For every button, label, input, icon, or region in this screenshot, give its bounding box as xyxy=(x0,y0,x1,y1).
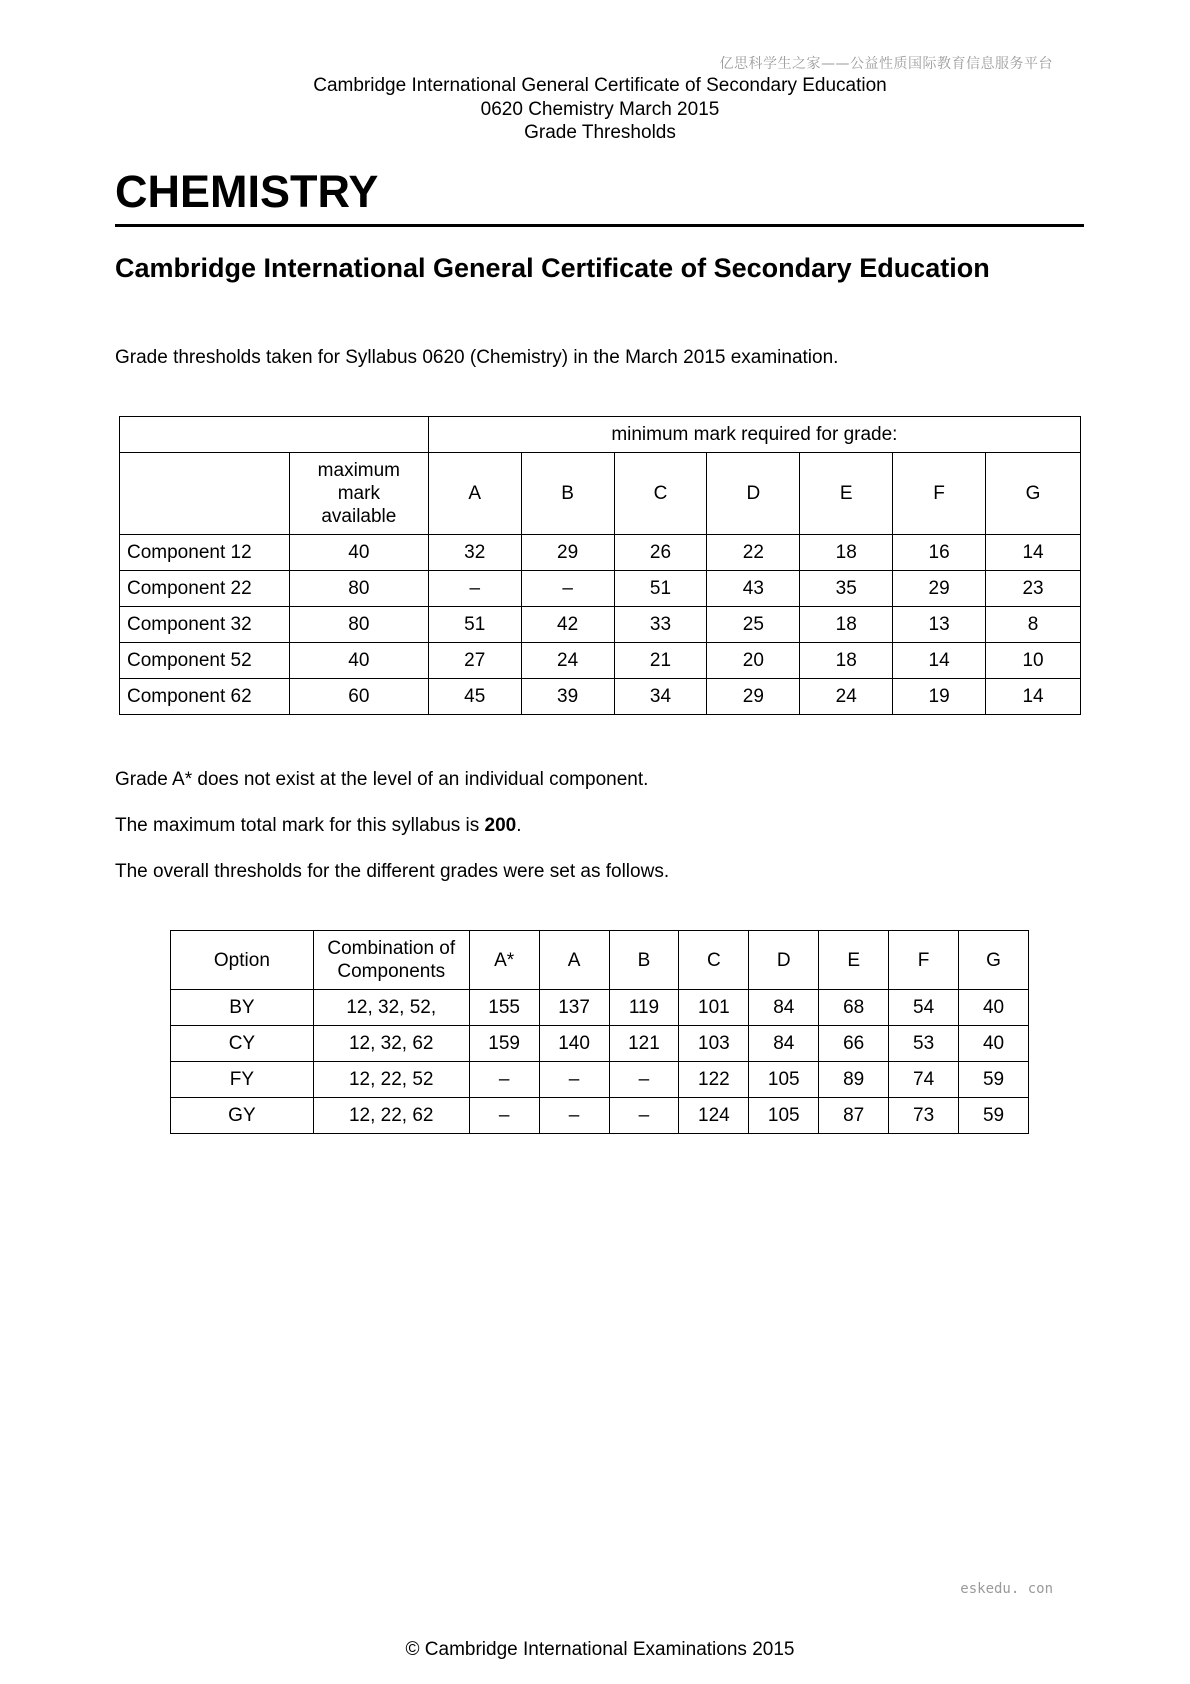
note-text: . xyxy=(516,815,522,836)
value-cell: 24 xyxy=(800,679,893,715)
note-overall: The overall thresholds for the different grades were set as follows. xyxy=(115,861,670,882)
component-name-cell: Component 32 xyxy=(120,607,290,643)
max-mark-cell: 80 xyxy=(289,607,428,643)
value-cell: 84 xyxy=(749,1026,819,1062)
header-text: mark xyxy=(337,483,380,504)
value-cell: 18 xyxy=(800,643,893,679)
table-row xyxy=(120,679,1081,715)
value-cell: 18 xyxy=(800,607,893,643)
table-row xyxy=(171,990,1029,1026)
value-cell: 29 xyxy=(707,679,800,715)
value-cell: 68 xyxy=(819,990,889,1026)
grade-header: A* xyxy=(469,931,539,990)
value-cell: 122 xyxy=(679,1062,749,1098)
value-cell: 87 xyxy=(819,1098,889,1134)
value-cell: 89 xyxy=(819,1062,889,1098)
grade-header: B xyxy=(609,931,679,990)
table-header-row xyxy=(171,931,1029,990)
grade-header: B xyxy=(521,453,614,535)
combination-cell: 12, 32, 52, xyxy=(313,990,469,1026)
table-header-row xyxy=(120,417,1081,453)
table-row xyxy=(120,571,1081,607)
combination-cell: 12, 22, 62 xyxy=(313,1098,469,1134)
value-cell: 24 xyxy=(521,643,614,679)
table-row xyxy=(171,1062,1029,1098)
value-cell: 14 xyxy=(893,643,986,679)
value-cell: 14 xyxy=(986,535,1081,571)
table-row xyxy=(120,643,1081,679)
value-cell: 59 xyxy=(959,1062,1029,1098)
value-cell: 14 xyxy=(986,679,1081,715)
value-cell: – xyxy=(539,1062,609,1098)
grade-header: G xyxy=(959,931,1029,990)
grade-header: F xyxy=(893,453,986,535)
watermark-bottom: eskedu. con xyxy=(960,1581,1053,1597)
value-cell: 18 xyxy=(800,535,893,571)
page-footer: © Cambridge International Examinations 2015 xyxy=(405,1639,795,1660)
value-cell: 124 xyxy=(679,1098,749,1134)
value-cell: 140 xyxy=(539,1026,609,1062)
component-name-cell: Component 52 xyxy=(120,643,290,679)
note-text: The maximum total mark for this syllabus is xyxy=(115,815,485,836)
value-cell: 45 xyxy=(428,679,521,715)
grade-header: A xyxy=(428,453,521,535)
combination-cell: 12, 22, 52 xyxy=(313,1062,469,1098)
grade-header: D xyxy=(749,931,819,990)
option-cell: FY xyxy=(171,1062,314,1098)
grade-header: G xyxy=(986,453,1081,535)
value-cell: 29 xyxy=(521,535,614,571)
table-header-row xyxy=(120,453,1081,535)
grade-header: C xyxy=(614,453,707,535)
max-mark-header xyxy=(289,453,428,535)
value-cell: 40 xyxy=(959,1026,1029,1062)
option-thresholds-table xyxy=(170,930,1029,1134)
max-mark-cell: 80 xyxy=(289,571,428,607)
max-mark-cell: 40 xyxy=(289,643,428,679)
table-row xyxy=(171,1026,1029,1062)
value-cell: 119 xyxy=(609,990,679,1026)
value-cell: – xyxy=(539,1098,609,1134)
value-cell: 103 xyxy=(679,1026,749,1062)
component-thresholds-table xyxy=(119,416,1081,715)
grade-header: F xyxy=(889,931,959,990)
value-cell: – xyxy=(609,1062,679,1098)
header-text: maximum xyxy=(317,460,401,481)
value-cell: – xyxy=(521,571,614,607)
value-cell: 13 xyxy=(893,607,986,643)
header-text: Components xyxy=(337,961,446,982)
value-cell: 10 xyxy=(986,643,1081,679)
combination-cell: 12, 32, 62 xyxy=(313,1026,469,1062)
value-cell: 84 xyxy=(749,990,819,1026)
value-cell: 29 xyxy=(893,571,986,607)
grade-header: A xyxy=(539,931,609,990)
value-cell: 42 xyxy=(521,607,614,643)
value-cell: 35 xyxy=(800,571,893,607)
value-cell: 20 xyxy=(707,643,800,679)
grade-header: C xyxy=(679,931,749,990)
value-cell: – xyxy=(609,1098,679,1134)
intro-text: Grade thresholds taken for Syllabus 0620 (Chemistry) in the March 2015 examination. xyxy=(115,347,839,368)
table-row xyxy=(120,535,1081,571)
value-cell: 43 xyxy=(707,571,800,607)
empty-header-cell xyxy=(120,417,429,453)
page-header xyxy=(0,74,1190,145)
component-name-cell: Component 12 xyxy=(120,535,290,571)
value-cell: 155 xyxy=(469,990,539,1026)
option-cell: BY xyxy=(171,990,314,1026)
max-total-value: 200 xyxy=(484,815,517,836)
title-divider xyxy=(115,224,1084,227)
note-a-star: Grade A* does not exist at the level of an individual component. xyxy=(115,769,649,790)
empty-header-cell xyxy=(120,453,290,535)
page-subtitle: Cambridge International General Certificate of Secondary Education xyxy=(115,253,990,283)
option-cell: CY xyxy=(171,1026,314,1062)
value-cell: 22 xyxy=(707,535,800,571)
value-cell: 51 xyxy=(614,571,707,607)
header-line-1: Cambridge International General Certificate of Secondary Education xyxy=(313,75,887,96)
combination-header xyxy=(313,931,469,990)
group-header-cell: minimum mark required for grade: xyxy=(428,417,1080,453)
component-name-cell: Component 62 xyxy=(120,679,290,715)
value-cell: 32 xyxy=(428,535,521,571)
max-mark-cell: 60 xyxy=(289,679,428,715)
value-cell: 159 xyxy=(469,1026,539,1062)
value-cell: 8 xyxy=(986,607,1081,643)
value-cell: 74 xyxy=(889,1062,959,1098)
header-text: Combination of xyxy=(327,938,456,959)
option-header: Option xyxy=(171,931,314,990)
header-line-3: Grade Thresholds xyxy=(524,122,676,143)
value-cell: 53 xyxy=(889,1026,959,1062)
grade-header: E xyxy=(819,931,889,990)
value-cell: 25 xyxy=(707,607,800,643)
value-cell: 34 xyxy=(614,679,707,715)
grade-header: E xyxy=(800,453,893,535)
value-cell: 54 xyxy=(889,990,959,1026)
value-cell: 66 xyxy=(819,1026,889,1062)
value-cell: 73 xyxy=(889,1098,959,1134)
value-cell: 105 xyxy=(749,1062,819,1098)
note-max-total xyxy=(115,814,522,838)
page-title: CHEMISTRY xyxy=(115,166,379,217)
table-row xyxy=(171,1098,1029,1134)
option-cell: GY xyxy=(171,1098,314,1134)
max-mark-cell: 40 xyxy=(289,535,428,571)
watermark-top: 亿思科学生之家——公益性质国际教育信息服务平台 xyxy=(719,56,1053,72)
grade-header: D xyxy=(707,453,800,535)
value-cell: – xyxy=(469,1098,539,1134)
value-cell: 59 xyxy=(959,1098,1029,1134)
value-cell: 105 xyxy=(749,1098,819,1134)
header-text: available xyxy=(321,506,397,527)
value-cell: 26 xyxy=(614,535,707,571)
value-cell: 121 xyxy=(609,1026,679,1062)
value-cell: 137 xyxy=(539,990,609,1026)
value-cell: 39 xyxy=(521,679,614,715)
value-cell: 27 xyxy=(428,643,521,679)
table-row xyxy=(120,607,1081,643)
value-cell: 19 xyxy=(893,679,986,715)
value-cell: 51 xyxy=(428,607,521,643)
header-line-2: 0620 Chemistry March 2015 xyxy=(480,98,720,120)
value-cell: – xyxy=(428,571,521,607)
component-name-cell: Component 22 xyxy=(120,571,290,607)
value-cell: – xyxy=(469,1062,539,1098)
value-cell: 40 xyxy=(959,990,1029,1026)
value-cell: 21 xyxy=(614,643,707,679)
value-cell: 101 xyxy=(679,990,749,1026)
value-cell: 23 xyxy=(986,571,1081,607)
value-cell: 16 xyxy=(893,535,986,571)
value-cell: 33 xyxy=(614,607,707,643)
